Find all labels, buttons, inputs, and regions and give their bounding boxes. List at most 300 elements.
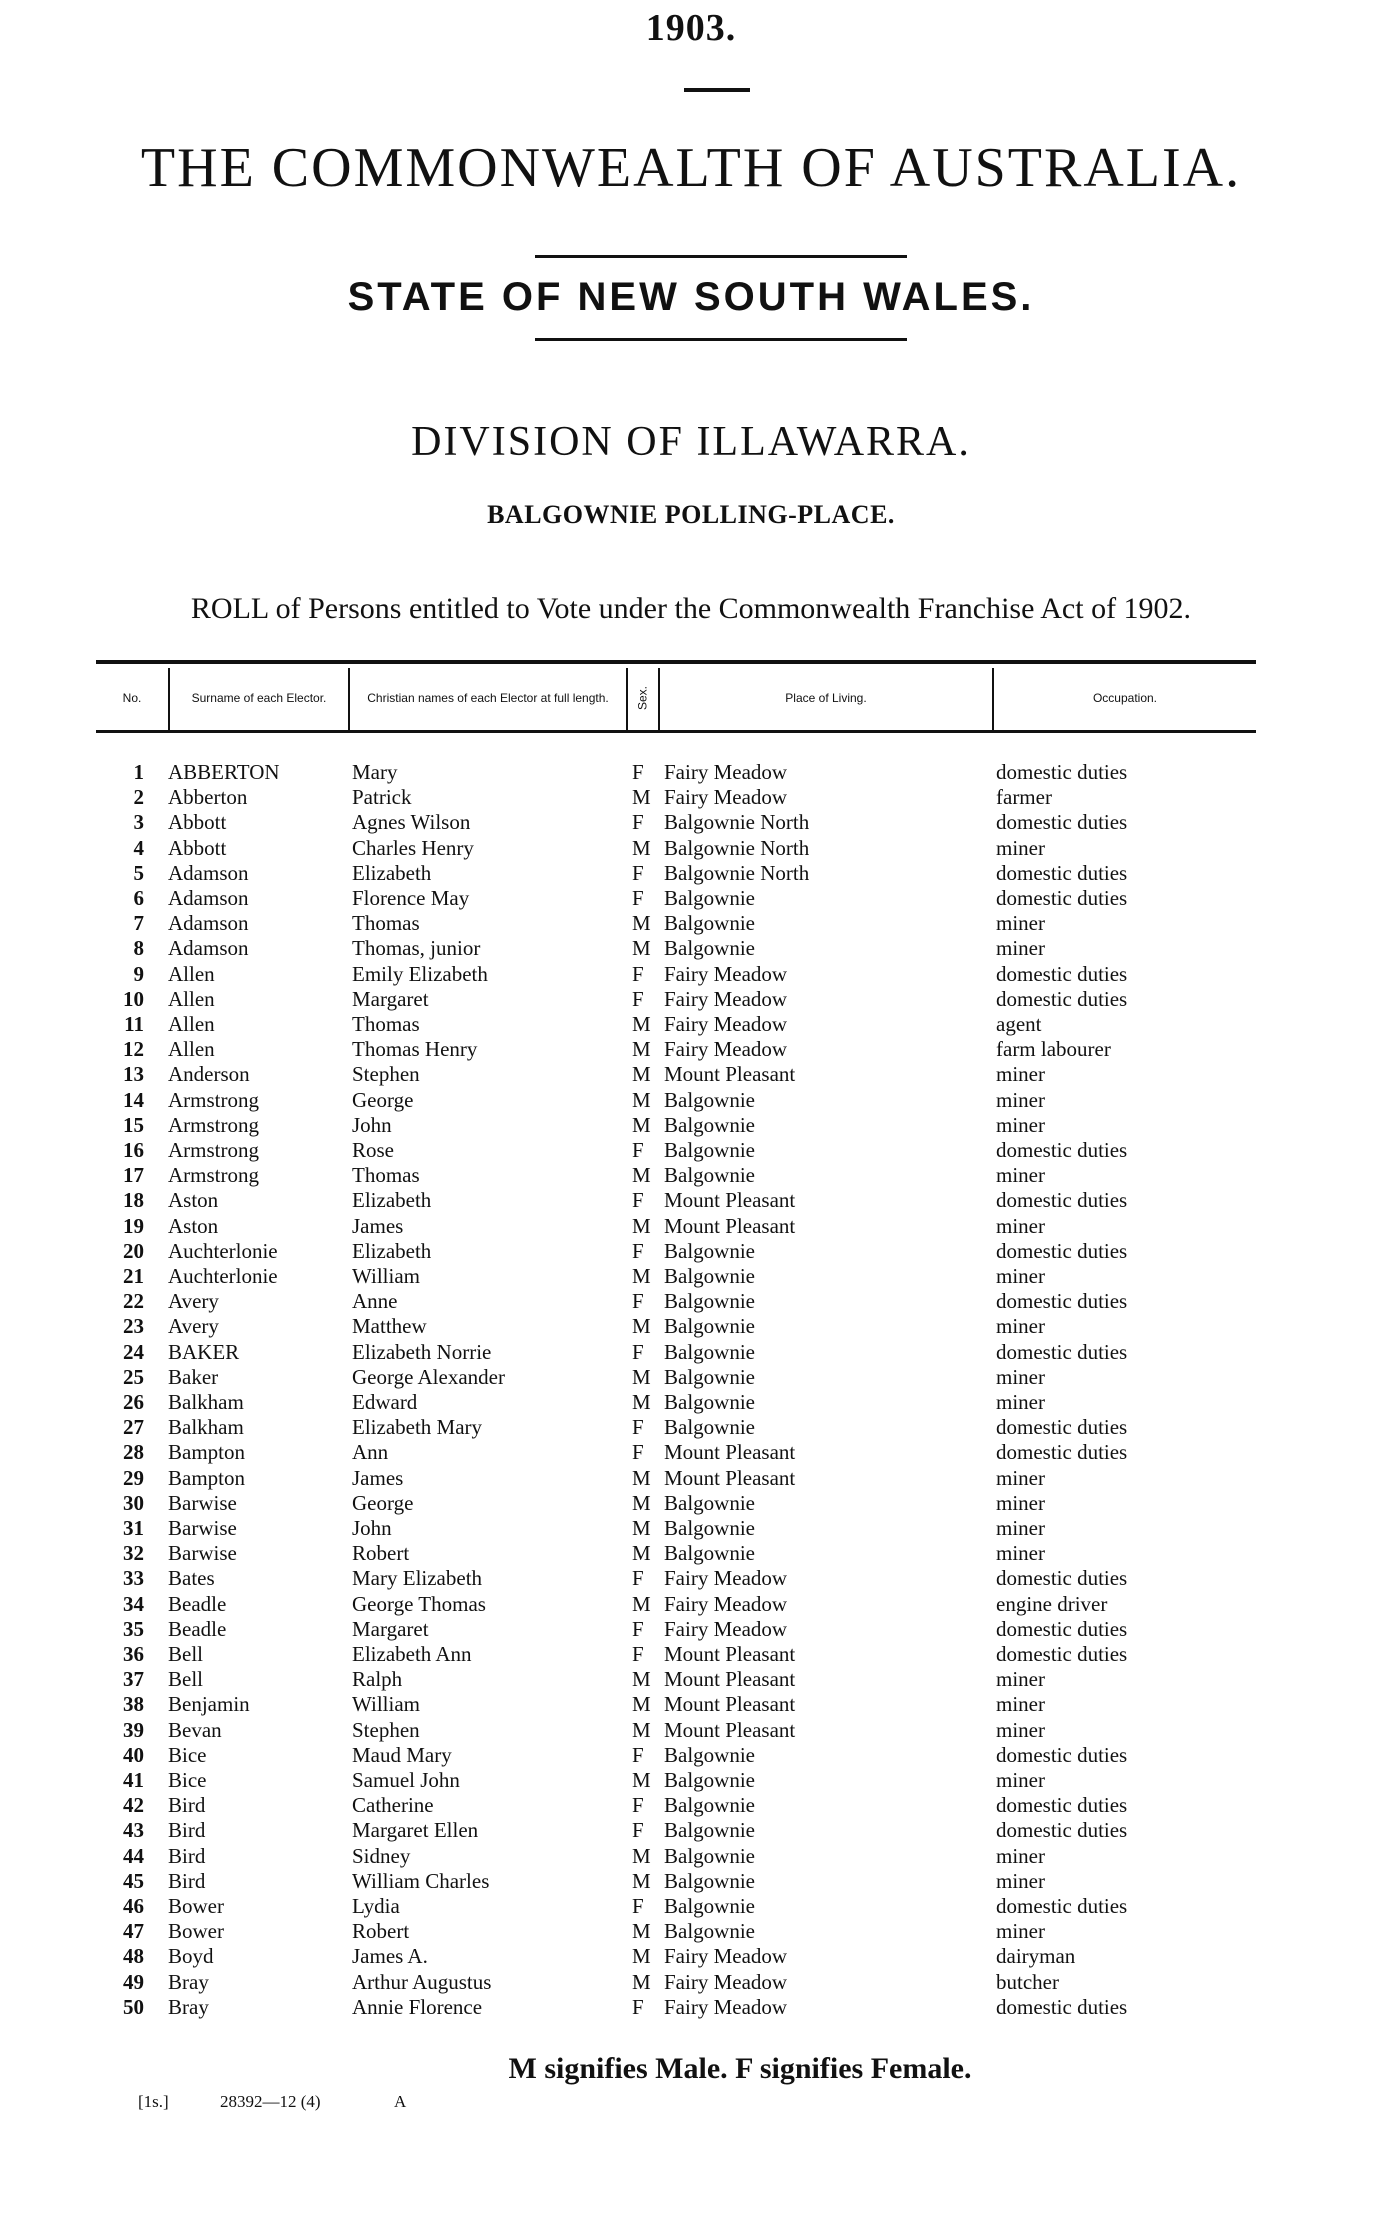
row-number-cell: 43 <box>123 1818 144 1843</box>
place-of-living-cell: Balgownie <box>664 1264 755 1288</box>
place-of-living-cell: Mount Pleasant <box>664 1062 796 1087</box>
surname-cell: Baker <box>168 1364 219 1389</box>
row-number-cell: 33 <box>123 1566 144 1591</box>
christian-names-cell: Mary <box>352 760 398 784</box>
row-number-cell: 49 <box>123 1969 144 1994</box>
column-header-sex: Sex. <box>635 686 650 711</box>
occupation-cell: miner <box>996 1314 1045 1339</box>
occupation-cell: farm labourer <box>996 1037 1111 1062</box>
row-number-cell: 20 <box>123 1238 144 1263</box>
place-of-living-cell: Balgownie <box>664 1087 755 1112</box>
table-row <box>0 1768 1382 1793</box>
occupation-cell: agent <box>996 1012 1042 1036</box>
place-of-living-cell: Mount Pleasant <box>664 1717 796 1742</box>
row-number-cell: 21 <box>123 1264 144 1288</box>
occupation-cell: miner <box>996 1868 1045 1893</box>
row-number-cell: 46 <box>123 1894 144 1918</box>
table-row <box>0 1642 1382 1667</box>
surname-cell: Bampton <box>168 1465 245 1490</box>
sex-cell: M <box>632 936 651 961</box>
table-row <box>0 1617 1382 1642</box>
sex-cell: M <box>632 1465 651 1490</box>
table-row <box>0 861 1382 886</box>
christian-names-cell: Maud Mary <box>352 1742 452 1767</box>
place-of-living-cell: Fairy Meadow <box>664 760 788 784</box>
surname-cell: Bray <box>168 1994 209 2019</box>
christian-names-cell: Robert <box>352 1919 410 1944</box>
row-number-cell: 34 <box>123 1591 144 1616</box>
surname-cell: Allen <box>168 986 215 1011</box>
surname-cell: Abbott <box>168 835 227 860</box>
row-number-cell: 35 <box>123 1616 144 1641</box>
row-number-cell: 23 <box>123 1314 144 1339</box>
surname-cell: Bampton <box>168 1440 245 1465</box>
column-header-christian-names: Christian names of each Elector at full length. <box>367 690 609 705</box>
surname-cell: Barwise <box>168 1516 237 1540</box>
state-heading: STATE OF NEW SOUTH WALES. <box>347 275 1035 319</box>
place-of-living-cell: Balgownie <box>664 1390 755 1414</box>
surname-cell: Abbott <box>168 810 227 835</box>
surname-cell: Avery <box>168 1289 219 1314</box>
surname-cell: Allen <box>168 1037 215 1062</box>
christian-names-cell: Thomas Henry <box>352 1037 478 1062</box>
sex-cell: F <box>632 860 644 885</box>
print-number: 28392—12 (4) <box>220 2092 321 2111</box>
christian-names-cell: George <box>352 1490 414 1515</box>
occupation-cell: miner <box>996 835 1045 860</box>
place-of-living-cell: Balgownie <box>664 911 755 936</box>
table-row <box>0 1264 1382 1289</box>
place-of-living-cell: Balgownie <box>664 1516 755 1540</box>
christian-names-cell: Samuel John <box>352 1768 460 1792</box>
sex-cell: M <box>632 1163 651 1188</box>
table-row <box>0 1188 1382 1213</box>
occupation-cell: domestic duties <box>996 1793 1128 1818</box>
row-number-cell: 17 <box>123 1163 144 1188</box>
surname-cell: Boyd <box>168 1944 214 1969</box>
sex-cell: M <box>632 1062 651 1087</box>
row-number-cell: 6 <box>133 886 144 910</box>
row-number-cell: 27 <box>123 1415 144 1440</box>
sex-cell: F <box>632 1188 644 1213</box>
table-row <box>0 1844 1382 1869</box>
occupation-cell: domestic duties <box>996 1440 1128 1465</box>
surname-cell: Barwise <box>168 1541 237 1566</box>
sex-cell: M <box>632 1490 651 1515</box>
sex-cell: M <box>632 1944 651 1969</box>
occupation-cell: domestic duties <box>996 1994 1128 2019</box>
table-row <box>0 1012 1382 1037</box>
table-row <box>0 1365 1382 1390</box>
surname-cell: Bird <box>168 1818 206 1843</box>
christian-names-cell: Anne <box>352 1289 398 1314</box>
place-of-living-cell: Balgownie North <box>664 835 810 860</box>
place-of-living-cell: Mount Pleasant <box>664 1188 796 1213</box>
occupation-cell: domestic duties <box>996 1238 1128 1263</box>
row-number-cell: 30 <box>123 1490 144 1515</box>
occupation-cell: domestic duties <box>996 886 1128 910</box>
column-header-surname: Surname of each Elector. <box>191 690 327 705</box>
sex-cell: M <box>632 1919 651 1944</box>
table-row <box>0 785 1382 810</box>
christian-names-cell: Elizabeth <box>352 1238 432 1263</box>
occupation-cell: miner <box>996 1087 1045 1112</box>
sex-cell: F <box>632 1994 644 2019</box>
christian-names-cell: Agnes Wilson <box>352 810 471 835</box>
sex-cell: M <box>632 1843 651 1868</box>
christian-names-cell: Rose <box>352 1138 394 1162</box>
divider-rule <box>684 88 750 92</box>
occupation-cell: domestic duties <box>996 1415 1128 1440</box>
table-row <box>0 1516 1382 1541</box>
row-number-cell: 25 <box>123 1364 144 1389</box>
christian-names-cell: Thomas, junior <box>352 936 481 961</box>
occupation-cell: miner <box>996 1541 1045 1566</box>
table-row <box>0 1214 1382 1239</box>
table-row <box>0 1919 1382 1944</box>
table-row <box>0 1491 1382 1516</box>
sex-legend: M signifies Male. F signifies Female. <box>508 2052 972 2085</box>
christian-names-cell: James <box>352 1213 404 1238</box>
christian-names-cell: Thomas <box>352 911 420 936</box>
row-number-cell: 48 <box>123 1944 144 1969</box>
sex-cell: M <box>632 1012 651 1036</box>
sex-cell: F <box>632 1339 644 1364</box>
occupation-cell: miner <box>996 1112 1045 1137</box>
sex-cell: F <box>632 1566 644 1591</box>
row-number-cell: 5 <box>133 860 144 885</box>
table-row <box>0 1239 1382 1264</box>
christian-names-cell: Thomas <box>352 1012 420 1036</box>
print-price: [1s.] <box>138 2092 169 2111</box>
sex-cell: F <box>632 1238 644 1263</box>
sex-cell: M <box>632 1591 651 1616</box>
christian-names-cell: Edward <box>352 1390 418 1414</box>
occupation-cell: domestic duties <box>996 1566 1128 1591</box>
occupation-cell: domestic duties <box>996 1339 1128 1364</box>
divider-rule <box>535 255 907 258</box>
place-of-living-cell: Balgownie <box>664 1894 755 1918</box>
occupation-cell: domestic duties <box>996 1289 1128 1314</box>
row-number-cell: 18 <box>123 1188 144 1213</box>
surname-cell: Bower <box>168 1919 224 1944</box>
sex-cell: M <box>632 1541 651 1566</box>
row-number-cell: 16 <box>123 1138 144 1162</box>
occupation-cell: domestic duties <box>996 1138 1128 1162</box>
table-row <box>0 1390 1382 1415</box>
place-of-living-cell: Balgownie <box>664 1490 755 1515</box>
place-of-living-cell: Fairy Meadow <box>664 1994 788 2019</box>
surname-cell: Adamson <box>168 886 249 910</box>
table-row <box>0 911 1382 936</box>
table-row <box>0 1667 1382 1692</box>
place-of-living-cell: Fairy Meadow <box>664 986 788 1011</box>
christian-names-cell: Margaret <box>352 1616 429 1641</box>
surname-cell: Auchterlonie <box>168 1238 278 1263</box>
place-of-living-cell: Balgownie <box>664 1289 755 1314</box>
place-of-living-cell: Balgownie <box>664 1138 755 1162</box>
christian-names-cell: George Thomas <box>352 1591 486 1616</box>
christian-names-cell: Florence May <box>352 886 470 910</box>
christian-names-cell: Matthew <box>352 1314 427 1339</box>
table-row <box>0 886 1382 911</box>
sex-cell: M <box>632 1390 651 1414</box>
christian-names-cell: John <box>352 1112 392 1137</box>
place-of-living-cell: Balgownie <box>664 1364 755 1389</box>
surname-cell: Adamson <box>168 860 249 885</box>
row-number-cell: 38 <box>123 1692 144 1717</box>
place-of-living-cell: Mount Pleasant <box>664 1692 796 1717</box>
surname-cell: Avery <box>168 1314 219 1339</box>
surname-cell: Bice <box>168 1742 207 1767</box>
place-of-living-cell: Mount Pleasant <box>664 1465 796 1490</box>
sex-cell: F <box>632 1793 644 1818</box>
occupation-cell: domestic duties <box>996 1818 1128 1843</box>
roll-title: ROLL of Persons entitled to Vote under the Commonwealth Franchise Act of 1902. <box>190 592 1192 625</box>
surname-cell: Bray <box>168 1969 209 1994</box>
surname-cell: Balkham <box>168 1415 244 1440</box>
row-number-cell: 14 <box>123 1087 144 1112</box>
row-number-cell: 9 <box>133 961 144 986</box>
sex-cell: F <box>632 1440 644 1465</box>
row-number-cell: 37 <box>123 1667 144 1692</box>
print-mark: A <box>394 2092 407 2111</box>
table-row <box>0 1743 1382 1768</box>
christian-names-cell: William Charles <box>352 1868 490 1893</box>
table-row <box>0 760 1382 785</box>
surname-cell: Anderson <box>168 1062 250 1087</box>
surname-cell: Beadle <box>168 1616 227 1641</box>
place-of-living-cell: Balgownie <box>664 1314 755 1339</box>
christian-names-cell: James <box>352 1465 404 1490</box>
surname-cell: Bevan <box>168 1717 222 1742</box>
surname-cell: Beadle <box>168 1591 227 1616</box>
occupation-cell: domestic duties <box>996 1642 1128 1666</box>
surname-cell: Bird <box>168 1843 206 1868</box>
table-row <box>0 1415 1382 1440</box>
row-number-cell: 8 <box>133 936 144 961</box>
sex-cell: M <box>632 1969 651 1994</box>
year-heading: 1903. <box>645 7 737 49</box>
place-of-living-cell: Balgownie <box>664 1793 755 1818</box>
division-heading: DIVISION OF ILLAWARRA. <box>411 419 971 465</box>
row-number-cell: 47 <box>123 1919 144 1944</box>
surname-cell: Bell <box>168 1667 203 1692</box>
christian-names-cell: George Alexander <box>352 1364 505 1389</box>
sex-cell: M <box>632 1692 651 1717</box>
occupation-cell: miner <box>996 1390 1045 1414</box>
sex-cell: M <box>632 1213 651 1238</box>
place-of-living-cell: Mount Pleasant <box>664 1667 796 1692</box>
row-number-cell: 11 <box>124 1012 144 1036</box>
table-row <box>0 1566 1382 1591</box>
row-number-cell: 24 <box>123 1339 144 1364</box>
place-of-living-cell: Fairy Meadow <box>664 1969 788 1994</box>
table-row <box>0 1995 1382 2020</box>
place-of-living-cell: Balgownie North <box>664 810 810 835</box>
row-number-cell: 29 <box>123 1465 144 1490</box>
christian-names-cell: William <box>352 1264 420 1288</box>
occupation-cell: miner <box>996 911 1045 936</box>
surname-cell: Bates <box>168 1566 215 1591</box>
place-of-living-cell: Fairy Meadow <box>664 1591 788 1616</box>
place-of-living-cell: Balgownie <box>664 1818 755 1843</box>
table-row <box>0 1793 1382 1818</box>
column-header-no: No. <box>122 690 142 705</box>
place-of-living-cell: Mount Pleasant <box>664 1213 796 1238</box>
row-number-cell: 32 <box>123 1541 144 1566</box>
document-title: THE COMMONWEALTH OF AUSTRALIA. <box>140 137 1242 199</box>
row-number-cell: 10 <box>123 986 144 1011</box>
christian-names-cell: Elizabeth Ann <box>352 1642 472 1666</box>
sex-cell: M <box>632 1264 651 1288</box>
sex-cell: M <box>632 1364 651 1389</box>
surname-cell: Armstrong <box>168 1112 259 1137</box>
row-number-cell: 1 <box>133 760 144 784</box>
occupation-cell: miner <box>996 1490 1045 1515</box>
table-row <box>0 1541 1382 1566</box>
place-of-living-cell: Balgownie <box>664 1163 755 1188</box>
place-of-living-cell: Balgownie <box>664 1238 755 1263</box>
place-of-living-cell: Balgownie North <box>664 860 810 885</box>
row-number-cell: 31 <box>123 1516 144 1540</box>
surname-cell: Armstrong <box>168 1163 259 1188</box>
christian-names-cell: George <box>352 1087 414 1112</box>
sex-cell: M <box>632 1516 651 1540</box>
christian-names-cell: James A. <box>352 1944 428 1969</box>
christian-names-cell: Robert <box>352 1541 410 1566</box>
sex-cell: F <box>632 1616 644 1641</box>
sex-cell: F <box>632 1642 644 1666</box>
place-of-living-cell: Balgownie <box>664 1112 755 1137</box>
place-of-living-cell: Balgownie <box>664 1919 755 1944</box>
christian-names-cell: Elizabeth <box>352 860 432 885</box>
row-number-cell: 26 <box>123 1390 144 1414</box>
place-of-living-cell: Balgownie <box>664 1768 755 1792</box>
occupation-cell: miner <box>996 936 1045 961</box>
occupation-cell: engine driver <box>996 1591 1108 1616</box>
sex-cell: M <box>632 1314 651 1339</box>
row-number-cell: 50 <box>123 1994 144 2019</box>
place-of-living-cell: Fairy Meadow <box>664 1012 788 1036</box>
sex-cell: F <box>632 1138 644 1162</box>
occupation-cell: domestic duties <box>996 986 1128 1011</box>
sex-cell: M <box>632 1717 651 1742</box>
sex-cell: F <box>632 1818 644 1843</box>
surname-cell: Allen <box>168 961 215 986</box>
table-row <box>0 1289 1382 1314</box>
table-row <box>0 1163 1382 1188</box>
occupation-cell: miner <box>996 1516 1045 1540</box>
sex-cell: F <box>632 1289 644 1314</box>
place-of-living-cell: Balgownie <box>664 1742 755 1767</box>
table-row <box>0 1592 1382 1617</box>
place-of-living-cell: Fairy Meadow <box>664 1944 788 1969</box>
surname-cell: Barwise <box>168 1490 237 1515</box>
table-row <box>0 810 1382 835</box>
sex-cell: M <box>632 1768 651 1792</box>
surname-cell: Adamson <box>168 936 249 961</box>
occupation-cell: domestic duties <box>996 1616 1128 1641</box>
occupation-cell: miner <box>996 1213 1045 1238</box>
christian-names-cell: Ralph <box>352 1667 403 1692</box>
row-number-cell: 40 <box>123 1742 144 1767</box>
table-row <box>0 1818 1382 1843</box>
table-row <box>0 1037 1382 1062</box>
place-of-living-cell: Balgownie <box>664 1415 755 1440</box>
row-number-cell: 42 <box>123 1793 144 1818</box>
surname-cell: Auchterlonie <box>168 1264 278 1288</box>
table-row <box>0 1440 1382 1465</box>
christian-names-cell: Arthur Augustus <box>352 1969 492 1994</box>
sex-cell: M <box>632 785 651 810</box>
row-number-cell: 2 <box>133 785 144 810</box>
place-of-living-cell: Balgownie <box>664 1868 755 1893</box>
table-row <box>0 1088 1382 1113</box>
place-of-living-cell: Balgownie <box>664 1541 755 1566</box>
sex-cell: M <box>632 1112 651 1137</box>
occupation-cell: domestic duties <box>996 961 1128 986</box>
christian-names-cell: Margaret Ellen <box>352 1818 479 1843</box>
christian-names-cell: Elizabeth Mary <box>352 1415 483 1440</box>
row-number-cell: 41 <box>123 1768 144 1792</box>
occupation-cell: miner <box>996 1768 1045 1792</box>
christian-names-cell: Stephen <box>352 1062 420 1087</box>
row-number-cell: 4 <box>133 835 144 860</box>
christian-names-cell: Mary Elizabeth <box>352 1566 483 1591</box>
table-row <box>0 1113 1382 1138</box>
occupation-cell: miner <box>996 1163 1045 1188</box>
row-number-cell: 22 <box>123 1289 144 1314</box>
christian-names-cell: Margaret <box>352 986 429 1011</box>
occupation-cell: domestic duties <box>996 810 1128 835</box>
sex-cell: F <box>632 810 644 835</box>
column-header-place: Place of Living. <box>785 690 867 705</box>
place-of-living-cell: Fairy Meadow <box>664 1566 788 1591</box>
christian-names-cell: Emily Elizabeth <box>352 961 488 986</box>
table-row <box>0 1062 1382 1087</box>
place-of-living-cell: Balgownie <box>664 1339 755 1364</box>
surname-cell: ABBERTON <box>168 760 280 784</box>
row-number-cell: 3 <box>133 810 144 835</box>
row-number-cell: 44 <box>123 1843 144 1868</box>
christian-names-cell: Lydia <box>352 1894 400 1918</box>
row-number-cell: 12 <box>123 1037 144 1062</box>
surname-cell: Allen <box>168 1012 215 1036</box>
surname-cell: Abberton <box>168 785 248 810</box>
occupation-cell: miner <box>996 1062 1045 1087</box>
occupation-cell: dairyman <box>996 1944 1076 1969</box>
table-row <box>0 936 1382 961</box>
row-number-cell: 19 <box>123 1213 144 1238</box>
place-of-living-cell: Fairy Meadow <box>664 961 788 986</box>
sex-cell: M <box>632 1087 651 1112</box>
sex-cell: M <box>632 1667 651 1692</box>
sex-cell: F <box>632 961 644 986</box>
surname-cell: Benjamin <box>168 1692 250 1717</box>
table-row <box>0 836 1382 861</box>
occupation-cell: miner <box>996 1465 1045 1490</box>
christian-names-cell: Thomas <box>352 1163 420 1188</box>
occupation-cell: miner <box>996 1843 1045 1868</box>
place-of-living-cell: Balgownie <box>664 936 755 961</box>
christian-names-cell: Annie Florence <box>352 1994 483 2019</box>
sex-cell: M <box>632 911 651 936</box>
surname-cell: Bower <box>168 1894 224 1918</box>
christian-names-cell: Patrick <box>352 785 412 810</box>
occupation-cell: butcher <box>996 1969 1059 1994</box>
surname-cell: Adamson <box>168 911 249 936</box>
